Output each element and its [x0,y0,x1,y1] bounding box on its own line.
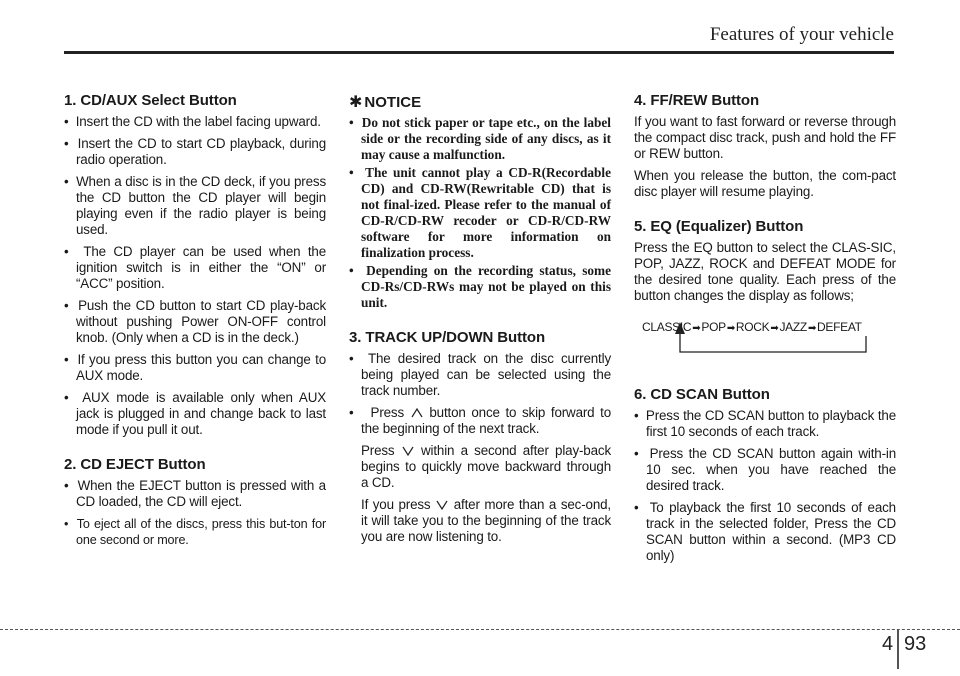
notice-item: • Depending on the recording status, some CD-Rs/CD-RWs may not be played on this unit. [349,263,611,311]
eq-sequence [642,320,862,334]
cd-scan-list [634,408,896,564]
notice-heading [349,92,611,112]
ff-rew-text: If you want to fast forward or reverse through the compact disc track, push and hold the FF or REW button. [634,114,896,161]
list-item: • Push the CD button to start CD play-back without pushing Power ON-OFF control knob. (Only when a CD is in the deck.) [64,298,326,346]
list-item-track-buttons: • Press button once to skip forward to the beginning of the next track. Press within a second after play-back begins to quickly move backward through a CD. If you press after more than a sec-ond, it will take you to the beginning of the track you are now listening to. [349,405,611,545]
list-item: • The desired track on the disc currently being played can be selected using the track number. [349,351,611,399]
list-item: • When a disc is in the CD deck, if you press the CD button the CD player will begin playing even if the radio player is being used. [64,174,326,238]
track-up-icon [410,408,424,418]
arrow-right-icon: ➡ [726,323,735,334]
eq-mode: CLASSIC [642,320,692,334]
notice-star-icon: ✱ [349,94,363,111]
arrow-right-icon: ➡ [692,323,701,334]
section-title-ff-rew: 4. FF/REW Button [634,92,760,109]
eq-mode: ROCK [735,320,770,334]
list-item: • The CD player can be used when the ignition switch is in either the “ON” or “ACC” position. [64,244,326,292]
page-number: 93 [904,633,927,655]
notice-title: NOTICE [364,94,422,111]
notice-item: • The unit cannot play a CD-R(Recordable CD) and CD-RW(Rewritable CD) that is not final-ized. Please refer to the manual of CD-R/CD-RW recoder or CD-R/CD-RW software for more information on finalization process. [349,165,611,261]
column-1 [64,92,326,554]
track-down-icon [401,446,415,456]
arrow-right-icon: ➡ [807,323,817,334]
column-3 [634,92,896,570]
list-item: • If you press this button you can change to AUX mode. [64,352,326,384]
header-rule [64,51,894,54]
list-item: • Insert the CD with the label facing upward. [64,114,326,130]
cd-aux-list [64,114,326,438]
column-2 [349,92,611,551]
eq-cycle-diagram [634,310,896,368]
eq-mode: JAZZ [779,320,807,334]
notice-list [349,115,611,311]
chapter-number: 4 [882,633,894,655]
section-title-track: 3. TRACK UP/DOWN Button [349,329,546,346]
eq-mode: DEFEAT [817,320,862,334]
list-item: • Press the CD SCAN button again with-in 10 sec. when you have reached the desired track. [634,446,896,494]
section-title-cd-scan: 6. CD SCAN Button [634,386,770,403]
header-title: Features of your vehicle [709,24,894,45]
notice-item: • Do not stick paper or tape etc., on the label side or the recording side of any discs, as it may cause a malfunction. [349,115,611,163]
footer-rule [0,629,960,630]
section-title-cd-aux: 1. CD/AUX Select Button [64,92,237,109]
eq-loop-arrow-icon [634,310,896,368]
track-down-icon [435,500,449,510]
list-item: • AUX mode is available only when AUX jack is plugged in and change back to last mode if you pull it out. [64,390,326,438]
section-title-eq: 5. EQ (Equalizer) Button [634,218,804,235]
list-item: • When the EJECT button is pressed with a CD loaded, the CD will eject. [64,478,326,510]
section-title-cd-eject: 2. CD EJECT Button [64,456,206,473]
eq-mode: POP [701,320,726,334]
list-item: • To playback the first 10 seconds of each track in the selected folder, Press the CD SCAN button within a second. (MP3 CD only) [634,500,896,564]
list-item: • To eject all of the discs, press this but-ton for one second or more. [64,516,326,548]
list-item: • Insert the CD to start CD playback, during radio operation. [64,136,326,168]
track-list [349,351,611,545]
arrow-right-icon: ➡ [770,323,779,334]
cd-eject-list [64,478,326,548]
ff-rew-text: When you release the button, the com-pact disc player will resume playing. [634,168,896,199]
eq-text: Press the EQ button to select the CLAS-SIC, POP, JAZZ, ROCK and DEFEAT MODE for the desired tone quality. Each press of the button changes the display as follows; [634,240,896,303]
page-number-divider [897,629,899,669]
list-item: • Press the CD SCAN button to playback the first 10 seconds of each track. [634,408,896,440]
